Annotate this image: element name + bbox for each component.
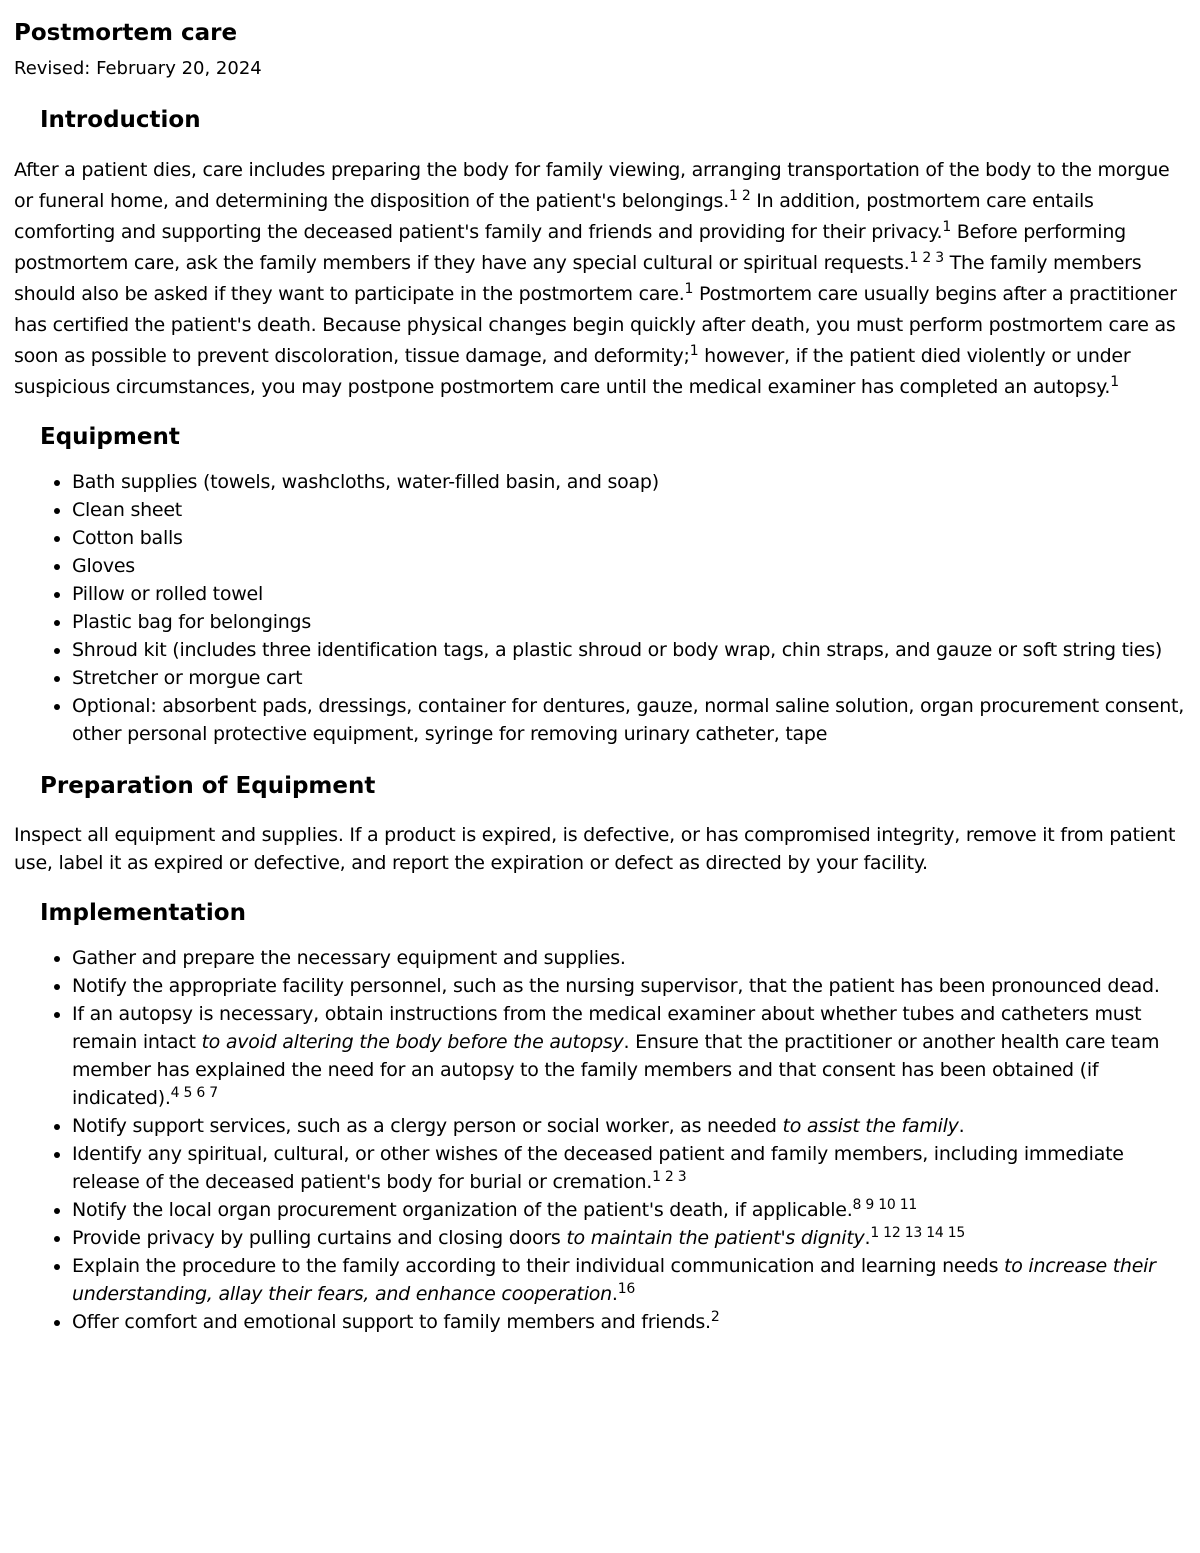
- italic-rationale: to maintain the patient's dignity: [566, 1227, 865, 1249]
- text-run: Postmortem care usually begins after a practitioner has certified the patient's death. Because physical changes begin quickly after death, you must perform postmortem care as soon as possible to prevent discoloration, tissue damage, and deformity;: [14, 283, 1177, 367]
- text-run: Offer comfort and emotional support to family members and friends.: [72, 1311, 711, 1333]
- reference-superscript: 1 2 3: [909, 250, 944, 266]
- text-run: Provide privacy by pulling curtains and closing doors: [72, 1227, 567, 1249]
- text-run: however, if the patient died violently or under suspicious circumstances, you may postpone postmortem care until the medical examiner has completed an autopsy.: [14, 345, 1131, 398]
- text-run: Identify any spiritual, cultural, or other wishes of the deceased patient and family members, including immediate release of the deceased patient's body for burial or cremation.: [72, 1143, 1124, 1193]
- list-item: [72, 944, 1186, 972]
- italic-rationale: to increase their understanding, allay their fears, and enhance cooperation: [72, 1255, 1156, 1305]
- reference-superscript: 2: [710, 1309, 720, 1325]
- reference-superscript: 8 9 10 11: [852, 1197, 918, 1213]
- reference-superscript: 1: [684, 281, 694, 297]
- list-item: • Clean sheet: [72, 496, 1186, 524]
- list-item: [72, 1252, 1186, 1308]
- implementation-list: [14, 944, 1186, 1336]
- text-run: Notify the appropriate facility personnel, such as the nursing supervisor, that the patient has been pronounced dead.: [72, 975, 1160, 997]
- list-item: • Stretcher or morgue cart: [72, 664, 1186, 692]
- text-run: Gather and prepare the necessary equipment and supplies.: [72, 947, 626, 969]
- list-item: • Cotton balls: [72, 524, 1186, 552]
- text-run: .: [958, 1115, 965, 1137]
- reference-superscript: 4 5 6 7: [170, 1085, 218, 1101]
- list-item: • Optional: absorbent pads, dressings, container for dentures, gauze, normal saline solution, organ procurement consent, other personal protective equipment, syringe for removing urinary catheter, tape: [72, 692, 1186, 748]
- preparation-heading: Preparation of Equipment: [40, 773, 376, 799]
- revised-date: Revised: February 20, 2024: [14, 58, 262, 79]
- reference-superscript: 1 2 3: [652, 1169, 687, 1185]
- text-run: In addition, postmortem care entails comforting and supporting the deceased patient's family and friends and providing for their privacy.: [14, 190, 1094, 243]
- list-item: • Pillow or rolled towel: [72, 580, 1186, 608]
- list-item: [72, 1308, 1186, 1336]
- list-item: [72, 1224, 1186, 1252]
- text-run: The family members should also be asked if they want to participate in the postmortem care.: [14, 252, 1142, 305]
- reference-superscript: 1 2: [729, 188, 751, 204]
- reference-superscript: 16: [617, 1281, 636, 1297]
- reference-superscript: 1 12 13 14 15: [870, 1225, 966, 1241]
- italic-rationale: to avoid altering the body before the autopsy: [201, 1031, 624, 1053]
- text-run: .: [611, 1283, 618, 1305]
- page-title: Postmortem care: [14, 20, 238, 46]
- text-run: . Ensure that the practitioner or another health care team member has explained the need for an autopsy to the family members and that consent has been obtained (if indicated).: [72, 1031, 1160, 1109]
- list-item: [72, 1112, 1186, 1140]
- italic-rationale: to assist the family: [782, 1115, 959, 1137]
- list-item: [72, 972, 1186, 1000]
- text-run: Explain the procedure to the family according to their individual communication and learning needs: [72, 1255, 1005, 1277]
- text-run: Notify support services, such as a clergy person or social worker, as needed: [72, 1115, 783, 1137]
- preparation-paragraph: Inspect all equipment and supplies. If a product is expired, is defective, or has compromised integrity, remove it from patient use, label it as expired or defective, and report the expiration or defect as directed by your facility.: [14, 824, 1176, 874]
- list-item: • Bath supplies (towels, washcloths, water-filled basin, and soap): [72, 468, 1186, 496]
- reference-superscript: 1: [689, 343, 699, 359]
- list-item: • Shroud kit (includes three identification tags, a plastic shroud or body wrap, chin straps, and gauze or soft string ties): [72, 636, 1186, 664]
- text-run: If an autopsy is necessary, obtain instructions from the medical examiner about whether tubes and catheters must remain intact: [72, 1003, 1142, 1053]
- list-item: • Gloves: [72, 552, 1186, 580]
- reference-superscript: 1: [1110, 374, 1119, 390]
- introduction-paragraph: [14, 155, 1186, 403]
- text-run: After a patient dies, care includes preparing the body for family viewing, arranging transportation of the body to the morgue or funeral home, and determining the disposition of the patient's belongings.: [14, 159, 1170, 212]
- equipment-list: [14, 468, 1186, 748]
- list-item: [72, 1196, 1186, 1224]
- text-run: Notify the local organ procurement organization of the patient's death, if applicable.: [72, 1199, 853, 1221]
- equipment-heading: Equipment: [40, 424, 180, 450]
- list-item: • Plastic bag for belongings: [72, 608, 1186, 636]
- introduction-heading: Introduction: [40, 107, 201, 133]
- reference-superscript: 1: [942, 219, 951, 235]
- text-run: .: [864, 1227, 871, 1249]
- list-item: [72, 1140, 1186, 1196]
- text-run: Before performing postmortem care, ask the family members if they have any special cultural or spiritual requests.: [14, 221, 1126, 274]
- list-item: [72, 1000, 1186, 1112]
- implementation-heading: Implementation: [40, 900, 246, 926]
